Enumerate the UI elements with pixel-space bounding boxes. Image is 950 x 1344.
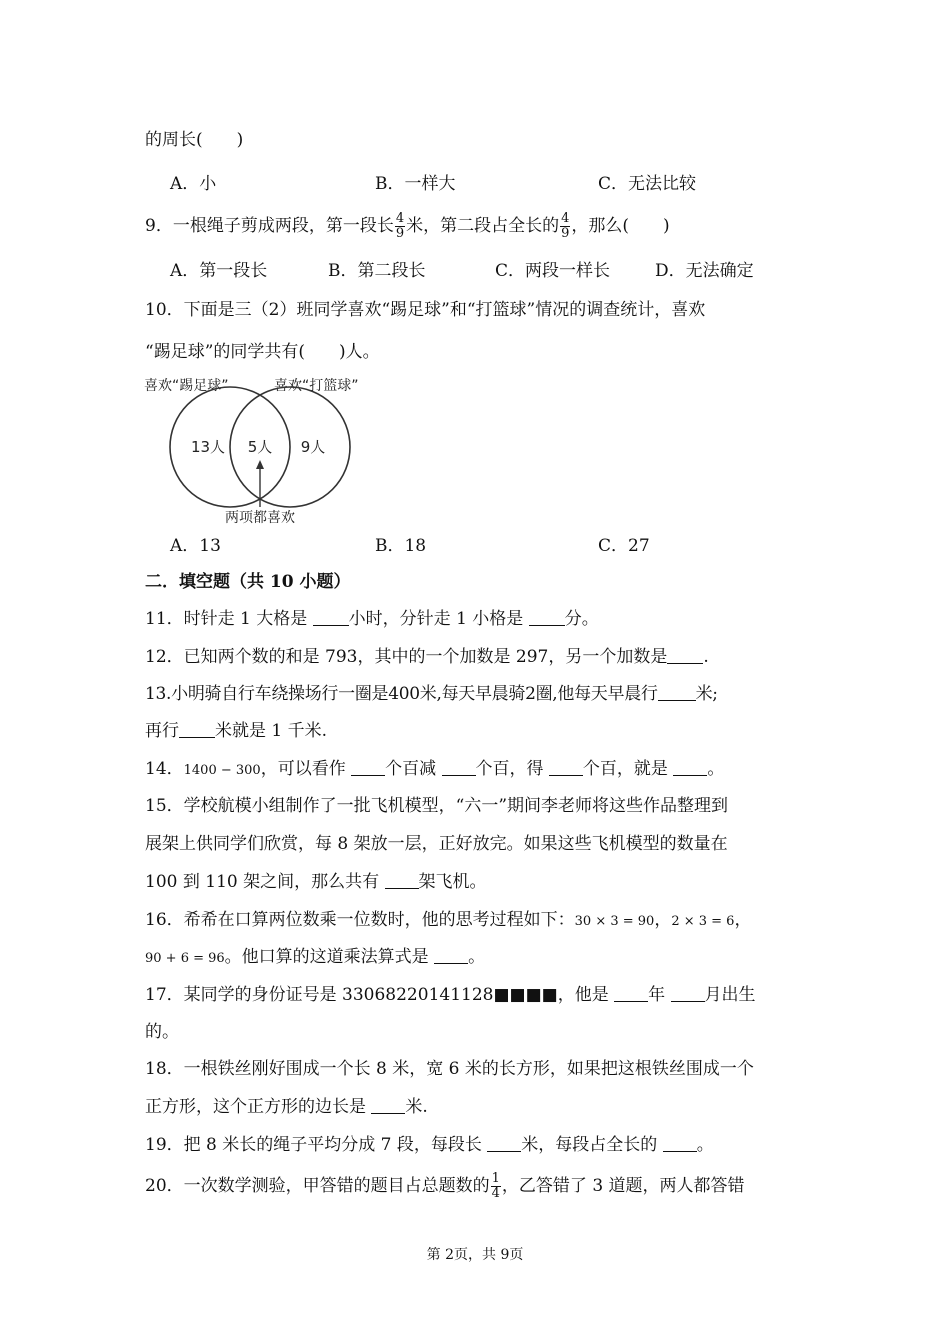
q8-option-a: A．小	[170, 174, 217, 194]
q9-question	[145, 212, 670, 241]
q9-option-a: A．第一段长	[170, 261, 268, 281]
q9-mid: 米，第二段占全长的	[406, 216, 560, 236]
q15-line-1: 15．学校航模小组制作了一批飞机模型，“六一”期间李老师将这些作品整理到	[145, 796, 729, 816]
q15-blank[interactable]	[385, 870, 419, 889]
q12: 12．已知两个数的和是 793，其中的一个加数是 297，另一个加数是 .	[145, 647, 709, 667]
q11-blank-1[interactable]	[313, 607, 349, 626]
venn-label-football: 喜欢“踢足球”	[144, 378, 229, 394]
q19-blank-1[interactable]	[487, 1133, 521, 1152]
q13-line-1: 13.小明骑自行车绕操场行一圈是400米,每天早晨骑2圈,他每天早晨行 米;	[145, 684, 718, 704]
q19-blank-2[interactable]	[663, 1133, 697, 1152]
venn-right-only: 9人	[300, 438, 326, 456]
q16-blank[interactable]	[434, 945, 468, 964]
q9-option-b: B．第二段长	[328, 261, 426, 281]
q10-option-a: A．13	[170, 536, 221, 556]
q15-line-2: 展架上供同学们欣赏，每 8 架放一层，正好放完。如果这些飞机模型的数量在	[145, 834, 728, 854]
q15-line-3: 100 到 110 架之间，那么共有 架飞机。	[145, 872, 487, 892]
q16-expression-3: 90 + 6 = 96	[145, 951, 225, 966]
q16-expression-1: 30 × 3 = 90	[574, 914, 655, 929]
q8-option-b: B．一样大	[375, 174, 456, 194]
q18-line-1: 18．一根铁丝刚好围成一个长 8 米，宽 6 米的长方形，如果把这根铁丝围成一个	[145, 1059, 754, 1079]
q14-expression: 1400 − 300	[183, 763, 261, 778]
q10-line-1: 10．下面是三（2）班同学喜欢“踢足球”和“打篮球”情况的调查统计，喜欢	[145, 300, 706, 320]
page-footer: 第 2页，共 9页	[426, 1247, 524, 1263]
q16-expression-2: 2 × 3 = 6	[671, 914, 735, 929]
q20: 20．一次数学测验，甲答错的题目占总题数的 $\frac{1}{4}$ ，乙答错了 3 道题，两人都答错	[145, 1171, 745, 1201]
venn-diagram	[140, 372, 410, 532]
arrow-up-icon	[256, 460, 264, 469]
venn-both: 5人	[247, 438, 273, 456]
q10-option-b: B．18	[375, 536, 427, 556]
q14-blank-3[interactable]	[549, 757, 583, 776]
q9-option-c: C．两段一样长	[495, 261, 611, 281]
q8-option-c: C．无法比较	[598, 174, 697, 194]
q17-blank-2[interactable]	[671, 983, 705, 1002]
q17-blank-1[interactable]	[614, 983, 648, 1002]
q8-tail: 的周长( )	[145, 130, 244, 150]
q14: 14．1400 − 300，可以看作 个百减 个百，得 个百，就是 。	[145, 759, 725, 779]
q19: 19．把 8 米长的绳子平均分成 7 段，每段长 米，每段占全长的 。	[145, 1135, 714, 1155]
q10-line-2: “踢足球”的同学共有( )人。	[145, 342, 380, 362]
q17-line-2: 的。	[145, 1022, 179, 1042]
q9-fraction-2: $\frac{4}{9}$	[561, 211, 570, 241]
q18-line-2: 正方形，这个正方形的边长是 米.	[145, 1097, 428, 1117]
q12-blank[interactable]	[667, 645, 703, 664]
venn-left-only: 13人	[190, 438, 226, 456]
q9-prefix: 9．一根绳子剪成两段，第一段长	[145, 216, 394, 236]
section-2-title: 二．填空题（共 10 小题）	[145, 572, 351, 592]
q11: 11．时针走 1 大格是 小时，分针走 1 小格是 分。	[145, 609, 599, 629]
q17-line-1: 17．某同学的身份证号是 33068220141128■■■■，他是 年 月出生	[145, 985, 756, 1005]
venn-label-basketball: 喜欢“打篮球”	[274, 378, 359, 394]
q13-blank-1[interactable]	[658, 682, 696, 701]
q14-blank-2[interactable]	[442, 757, 476, 776]
q14-blank-1[interactable]	[351, 757, 385, 776]
venn-both-caption: 两项都喜欢	[225, 510, 295, 526]
q13-blank-2[interactable]	[179, 719, 215, 738]
q9-suffix: ，那么( )	[571, 216, 670, 236]
q14-blank-4[interactable]	[673, 757, 707, 776]
q16-line-2: 90 + 6 = 96。他口算的这道乘法算式是 。	[145, 947, 486, 967]
q9-fraction-1: $\frac{4}{9}$	[395, 211, 405, 241]
q9-option-d: D．无法确定	[655, 261, 754, 281]
q10-option-c: C．27	[598, 536, 650, 556]
q13-line-2: 再行 米就是 1 千米.	[145, 721, 328, 741]
q11-blank-2[interactable]	[529, 607, 565, 626]
q18-blank[interactable]	[371, 1095, 405, 1114]
q16-line-1: 16．希希在口算两位数乘一位数时，他的思考过程如下：30 × 3 = 90，2 × 3 = 6，	[145, 910, 752, 930]
q20-fraction: $\frac{1}{4}$	[491, 1171, 500, 1201]
